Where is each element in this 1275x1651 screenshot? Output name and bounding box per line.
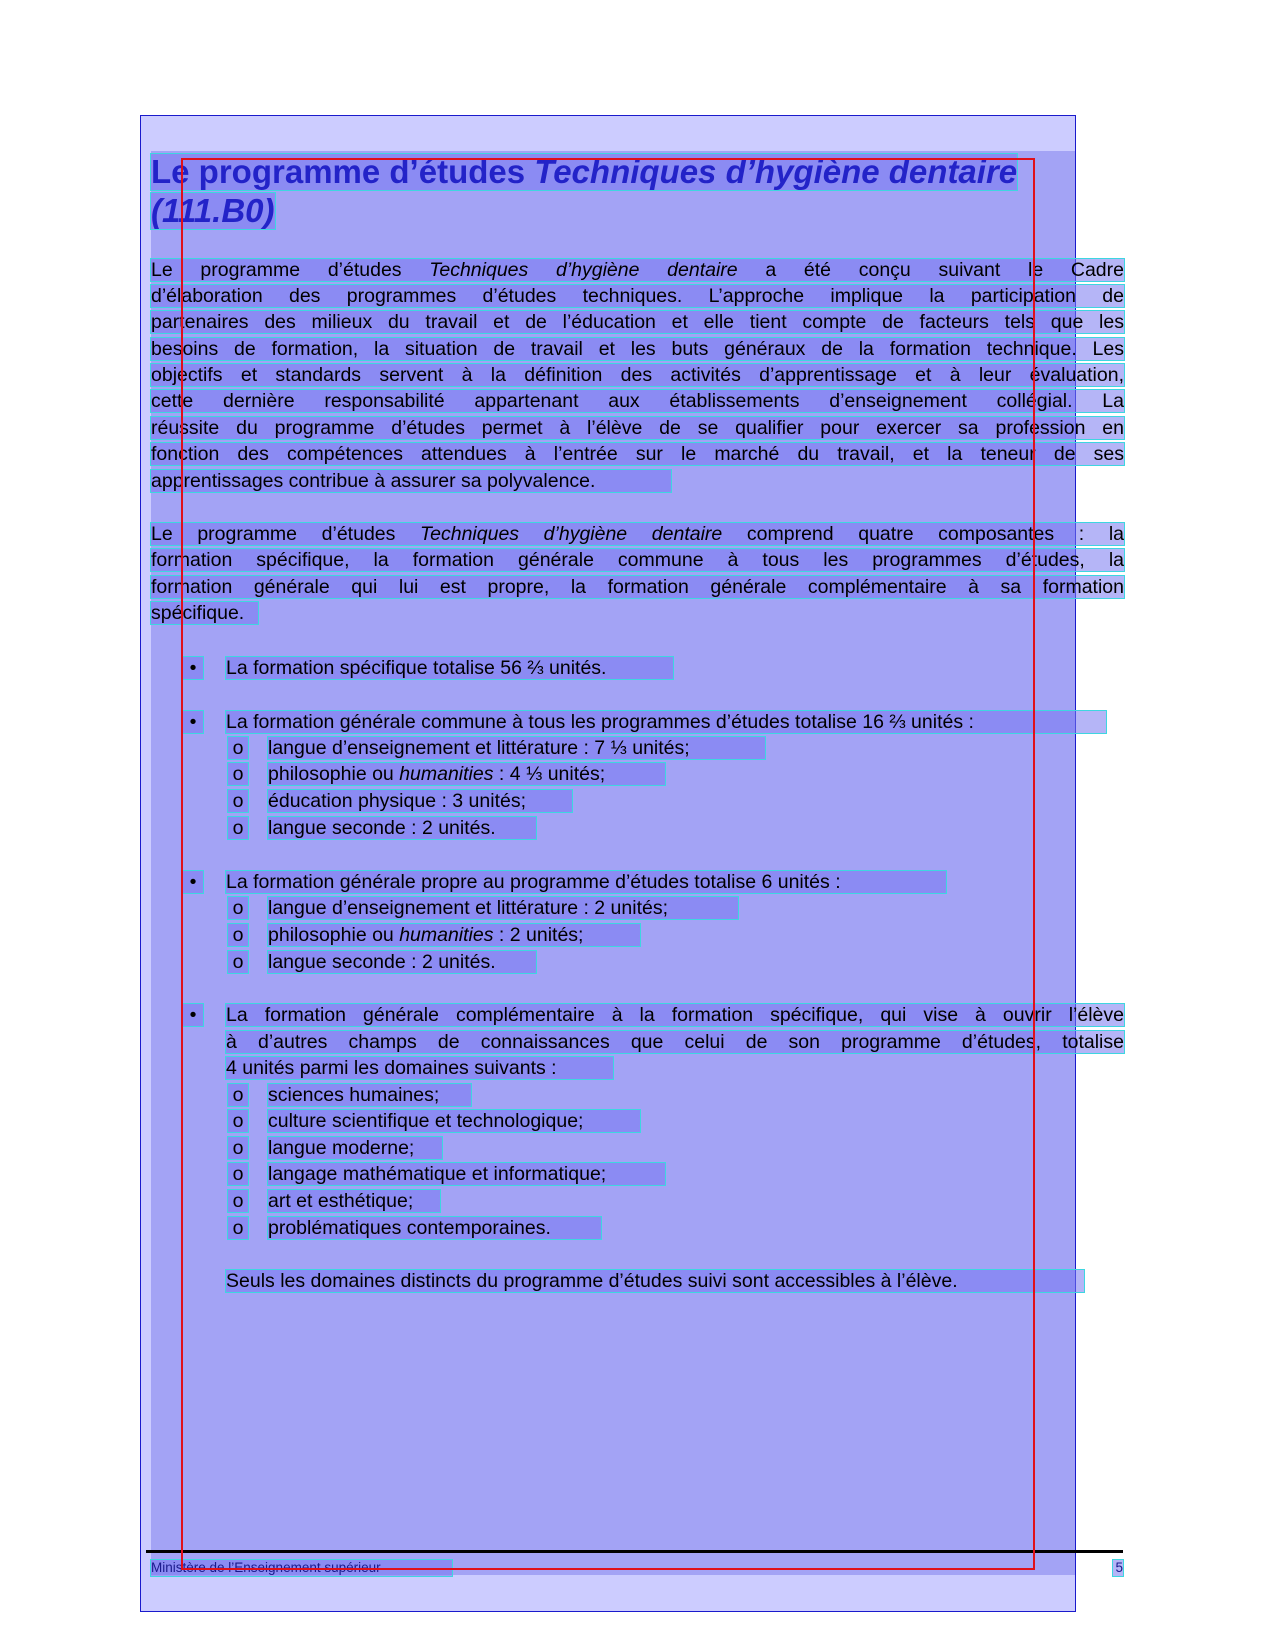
sub-list-item: langage mathématique et informatique;: [268, 1163, 665, 1185]
page-title-line-1: Le programme d’études Techniques d’hygiène dentaire: [151, 153, 1018, 190]
sub-bullet-marker: o: [228, 1163, 248, 1185]
sub-list-item: problématiques contemporaines.: [268, 1217, 601, 1239]
bullet-marker: •: [183, 657, 203, 679]
sub-bullet-marker: o: [228, 951, 248, 973]
para2-line: Le programme d’études Techniques d’hygiène dentaire comprend quatre composantes : la: [151, 523, 1124, 545]
bullet-marker: •: [183, 711, 203, 733]
para1-line: Le programme d’études Techniques d’hygiène dentaire a été conçu suivant le Cadre: [151, 259, 1124, 281]
closing-note: Seuls les domaines distincts du programme d’études suivi sont accessibles à l’élève.: [226, 1270, 1084, 1292]
para2-line: formation spécifique, la formation générale commune à tous les programmes d’études, la: [151, 549, 1124, 571]
sub-bullet-marker: o: [228, 737, 248, 759]
para1-line: cette dernière responsabilité appartenant aux établissements d’enseignement collégial. La: [151, 390, 1124, 412]
list-item: La formation générale propre au programme d’études totalise 6 unités :: [226, 871, 946, 893]
sub-bullet-marker: o: [228, 790, 248, 812]
list-item-line: 4 unités parmi les domaines suivants :: [226, 1057, 613, 1079]
sub-bullet-marker: o: [228, 1190, 248, 1212]
bullet-marker: •: [183, 1004, 203, 1026]
sub-bullet-marker: o: [228, 924, 248, 946]
list-item-line: à d’autres champs de connaissances que celui de son programme d’études, totalise: [226, 1031, 1124, 1053]
sub-list-item: art et esthétique;: [268, 1190, 440, 1212]
para2-line: spécifique.: [151, 602, 258, 624]
sub-list-item: culture scientifique et technologique;: [268, 1110, 640, 1132]
list-item: La formation générale commune à tous les programmes d’études totalise 16 ⅔ unités :: [226, 711, 1106, 733]
para1-line: fonction des compétences attendues à l’entrée sur le marché du travail, et la teneur de ses: [151, 443, 1124, 465]
sub-list-item: langue seconde : 2 unités.: [268, 817, 536, 839]
sub-list-item: langue d’enseignement et littérature : 7 ⅓ unités;: [268, 737, 765, 759]
sub-list-item: philosophie ou humanities : 4 ⅓ unités;: [268, 763, 665, 785]
page-title-code: (111.B0): [151, 192, 275, 229]
sub-bullet-marker: o: [228, 1110, 248, 1132]
sub-bullet-marker: o: [228, 1137, 248, 1159]
para1-line: apprentissages contribue à assurer sa polyvalence.: [151, 470, 671, 492]
sub-list-item: langue moderne;: [268, 1137, 442, 1159]
page-number: 5: [1113, 1560, 1123, 1576]
para1-line: besoins de formation, la situation de travail et les buts généraux de la formation technique. Les: [151, 338, 1124, 360]
list-item: La formation spécifique totalise 56 ⅔ unités.: [226, 657, 673, 679]
para2-line: formation générale qui lui est propre, la formation générale complémentaire à sa formation: [151, 576, 1124, 598]
sub-list-item: langue seconde : 2 unités.: [268, 951, 536, 973]
sub-list-item: langue d’enseignement et littérature : 2 unités;: [268, 897, 738, 919]
sub-list-item: éducation physique : 3 unités;: [268, 790, 572, 812]
sub-bullet-marker: o: [228, 1217, 248, 1239]
para1-line: réussite du programme d’études permet à l’élève de se qualifier pour exercer sa profession en: [151, 417, 1124, 439]
sub-bullet-marker: o: [228, 763, 248, 785]
list-item-line: La formation générale complémentaire à la formation spécifique, qui vise à ouvrir l’élève: [226, 1004, 1124, 1026]
sub-list-item: sciences humaines;: [268, 1084, 471, 1106]
footer-ministry: Ministère de l’Enseignement supérieur: [151, 1560, 452, 1576]
para1-line: partenaires des milieux du travail et de l’éducation et elle tient compte de facteurs tels que les: [151, 311, 1124, 333]
sub-list-item: philosophie ou humanities : 2 unités;: [268, 924, 640, 946]
para1-line: d’élaboration des programmes d’études techniques. L’approche implique la participation de: [151, 285, 1124, 307]
bullet-marker: •: [183, 871, 203, 893]
footer-rule: [146, 1550, 1123, 1553]
sub-bullet-marker: o: [228, 817, 248, 839]
sub-bullet-marker: o: [228, 897, 248, 919]
para1-line: objectifs et standards servent à la définition des activités d’apprentissage et à leur évaluation,: [151, 364, 1124, 386]
sub-bullet-marker: o: [228, 1084, 248, 1106]
